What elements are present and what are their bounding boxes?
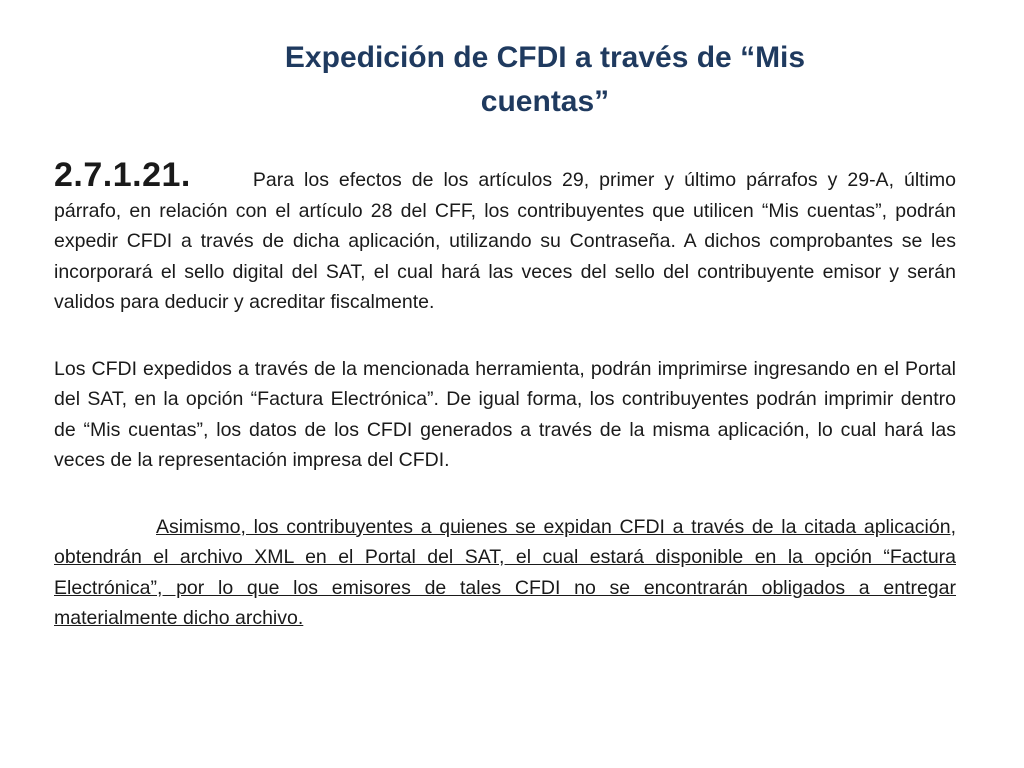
paragraph-rule <box>54 156 956 318</box>
paragraph-3: Asimismo, los contribuyentes a quienes se expidan CFDI a través de la citada aplicación, obtendrán el archivo XML en el Portal del SAT, el cual estará disponible en la opción “Factura Electrónica”, por lo que los emisores de tales CFDI no se encontrarán obligados a entregar materialmente dicho archivo. <box>54 515 956 629</box>
title-line-1: Expedición de CFDI a través de “Mis <box>284 41 806 74</box>
slide-body <box>54 156 956 670</box>
paragraph-2: Los CFDI expedidos a través de la mencionada herramienta, podrán imprimirse ingresando en el Portal del SAT, en la opción “Factura Electrónica”. De igual forma, los contribuyentes podrán imprimir dentro de “Mis cuentas”, los datos de los CFDI generados a través de la misma aplicación, lo cual hará las veces de la representación impresa del CFDI. <box>54 357 956 471</box>
title-line-2: cuentas” <box>480 85 610 118</box>
slide-title <box>150 36 940 124</box>
paragraph-1-text: Para los efectos de los artículos 29, primer y último párrafos y 29-A, último párrafo, en relación con el artículo 28 del CFF, los contribuyentes que utilicen “Mis cuentas”, podrán expedir CFDI a través de dicha aplicación, utilizando su Contraseña. A dichos comprobantes se les incorporará el sello digital del SAT, el cual hará las veces del sello del contribuyente emisor y serán validos para deducir y acreditar fiscalmente. <box>54 169 956 313</box>
rule-number: 2.7.1.21. <box>54 156 191 194</box>
